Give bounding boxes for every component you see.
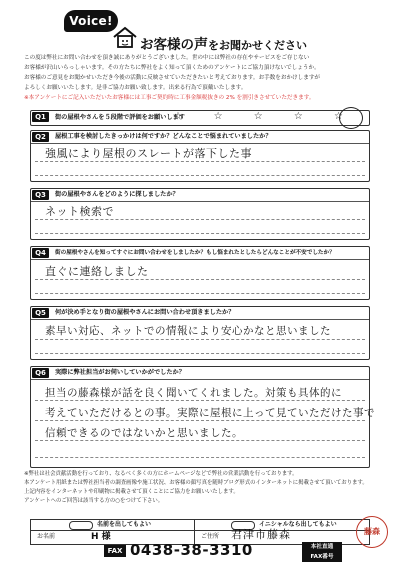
direct-label: 本社直通 [310,544,334,550]
answer-text[interactable]: 考えていただけるとの事。実際に屋根に上って見ていただけた事で [45,407,375,419]
question-1 [30,110,370,126]
question-number: Q5 [32,308,49,318]
question-text: 屋根工事を検討したきっかけは何ですか？どんなことで悩まれていましたか？ [55,133,272,140]
question-number: Q4 [32,248,49,258]
voice-badge: Voice! [64,10,118,32]
address-field[interactable]: 君津市藤森 [231,528,291,541]
rating-stars[interactable]: ☆ ☆ ☆ ☆ ☆ [173,111,357,122]
consent-line: ※弊社は社会貢献活動を行っており、なるべく多くの方にホームページなどで弊社の営業活動を行っております。 [24,471,298,477]
title-big: 声 [194,37,208,53]
intro-line: お客様が沢山いらっしゃいます。その方たちに弊社をよく知って頂くためのアンケートにご協力頂けないでしょうか。 [24,65,320,71]
answer-text[interactable]: 強風により屋根のスレートが落下した事 [45,147,252,160]
discount-note: ※本アンケートにご記入いただいたお客様には工事ご契約時に工事金額税抜きの 2% を割引きさせていただきます。 [24,95,315,101]
direct-fax-box [302,542,342,562]
name-field[interactable]: H 様 [91,532,111,542]
question-3 [30,188,370,240]
question-4 [30,246,370,300]
house-icon [112,26,138,48]
name-label: お名前 [37,533,56,540]
fax-badge: FAX [104,545,126,557]
question-text: 実際に弊社担当がお伺いしていかがでしたか？ [55,369,185,376]
question-text: 何が決め手となり街の屋根やさんにお問い合わせ頂きましたか？ [55,309,235,316]
question-5 [30,306,370,360]
question-number: Q3 [32,190,49,200]
intro-line: お客様のご意見をお聞かせいただき今後の活動に反映させていただきたいと考えております。お手数をおかけしますが [24,75,321,81]
consent-line: 本アンケート用紙または弊社担当者の調査画像や施工状況、お客様の顔写真を随時ブログ形式のインターネットに掲載させて頂いております。 [24,480,368,486]
question-number: Q6 [32,368,49,378]
question-text: 街の屋根やさんをどのように探しましたか？ [55,191,179,198]
question-text: 街の屋根やさんを知ってすぐにお問い合わせをしましたか？もし悩まれたとしたらどんなことが不安でしたか？ [55,250,335,256]
fax-number: 0438-38-3310 [130,541,253,559]
direct-label: FAX番号 [310,554,334,560]
intro-line: よろしくお願いいたします。是非ご協力お願い致します。出来る行為で頂戴いたします。 [24,85,247,91]
question-number: Q2 [32,132,49,142]
consent-line: アンケートへのご回答は該当する方の○をつけて下さい。 [24,498,164,504]
answer-text[interactable]: 担当の藤森様が話を良く聞いてくれました。対策も具体的に [45,387,342,399]
question-2 [30,130,370,182]
answer-text[interactable]: 信頼できるのではないかと思いました。 [45,427,243,439]
page-title [140,33,307,54]
answer-text[interactable]: 直ぐに連絡しました [45,265,149,278]
seal-stamp: 藤森 [356,516,388,548]
option-initial-label: イニシャルなら出してもよい [259,521,337,528]
question-text: 街の屋根やさんを５段階で評価をお願いします [55,114,185,121]
answer-text[interactable]: ネット検索で [45,205,114,218]
option-name-circle[interactable] [69,521,93,530]
title-pre: お客様の [140,37,194,53]
question-number: Q1 [32,112,49,122]
answer-text[interactable]: 素早い対応、ネットでの情報により安心かなと思いました [45,325,331,337]
address-label: ご住所 [201,533,220,540]
consent-text [24,470,376,506]
intro-line: この度は弊社にお問い合わせを頂き誠にありがとうございました。世の中には弊社の存在やサービスをご存じない [24,55,310,61]
question-6 [30,366,375,468]
option-name-label: 名前を出してもよい [97,521,152,528]
consent-line: 上記内容をインターネットや印刷物に掲載させて頂くことにご協力をお願いいたします。 [24,489,239,495]
selected-rating-circle [339,107,363,129]
intro-text [24,53,376,103]
title-post: をお聞かせください [208,39,307,52]
